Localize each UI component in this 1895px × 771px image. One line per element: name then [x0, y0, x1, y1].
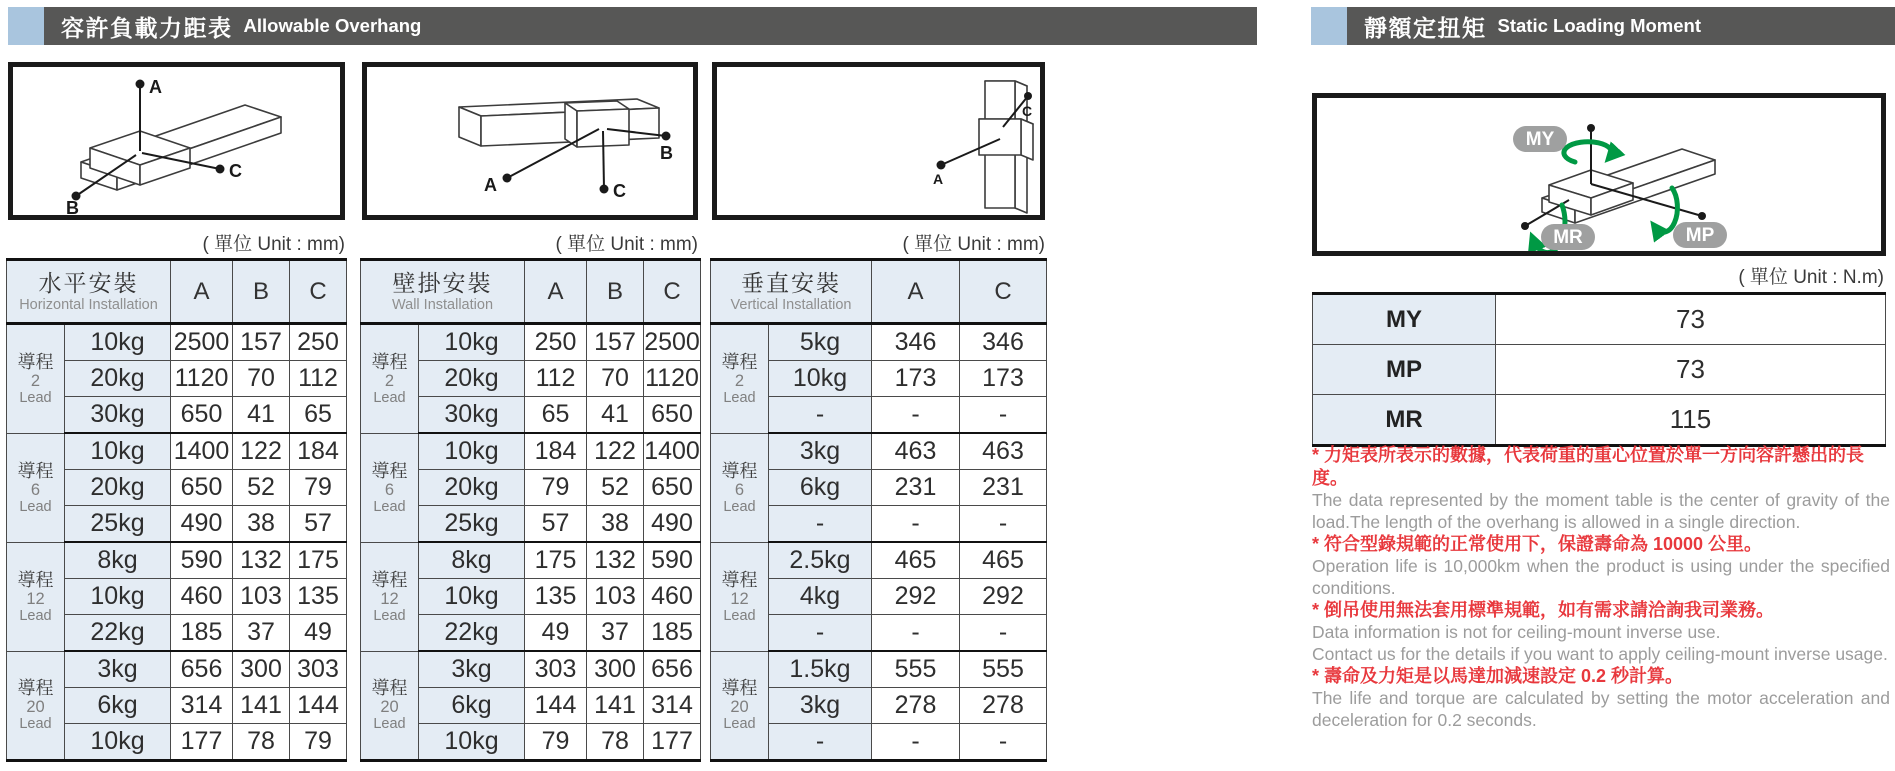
lead-cell: 導程 20 Lead	[361, 651, 419, 761]
moment-badge-mr: MR	[1553, 227, 1583, 248]
moment-section-header	[1311, 7, 1895, 45]
load-cell: 8kg	[419, 542, 525, 579]
value-cell: -	[872, 615, 960, 652]
load-cell: 10kg	[65, 324, 171, 361]
value-cell: 278	[872, 688, 960, 724]
axis-label-c: C	[613, 181, 626, 201]
vertical-install-diagram	[717, 67, 1040, 215]
value-cell: 650	[644, 397, 701, 434]
value-cell: 2500	[644, 324, 701, 361]
value-cell: 185	[644, 615, 701, 652]
table-row	[1313, 345, 1886, 395]
value-cell: 175	[290, 542, 347, 579]
value-cell: 173	[960, 361, 1047, 397]
value-cell: 1400	[644, 433, 701, 470]
value-cell: 49	[290, 615, 347, 652]
value-cell: 231	[872, 470, 960, 506]
value-cell: 590	[644, 542, 701, 579]
load-cell: 10kg	[769, 361, 872, 397]
value-cell: 314	[171, 688, 233, 724]
value-cell: 157	[587, 324, 644, 361]
section-title-zh: 容許負載力距表	[61, 14, 233, 41]
value-cell: 144	[290, 688, 347, 724]
value-cell: 65	[290, 397, 347, 434]
value-cell: 65	[525, 397, 587, 434]
value-cell: 463	[960, 433, 1047, 470]
table-row	[7, 651, 347, 688]
table-header-row	[711, 260, 1047, 324]
value-cell: 555	[872, 651, 960, 688]
load-cell: 10kg	[419, 433, 525, 470]
value-cell: 135	[525, 579, 587, 615]
wall-install-diagram	[367, 67, 693, 215]
value-cell: 184	[525, 433, 587, 470]
table-title: 水平安裝 Horizontal Installation	[7, 260, 171, 324]
footnote-en: The data represented by the moment table is the center of gravity of the load.The length of the overhang is allowed in a single direction.	[1312, 490, 1890, 532]
lead-cell: 導程 6 Lead	[711, 433, 769, 542]
value-cell: 122	[587, 433, 644, 470]
load-cell: 4kg	[769, 579, 872, 615]
table-row	[361, 542, 701, 579]
load-cell: 1.5kg	[769, 651, 872, 688]
value-cell: -	[960, 397, 1047, 434]
vertical-install-table-slot	[710, 258, 1046, 762]
table-row	[7, 324, 347, 361]
moment-diagram-box	[1312, 93, 1886, 256]
value-cell: 132	[233, 542, 290, 579]
value-cell: 460	[644, 579, 701, 615]
overhang-table	[360, 258, 701, 762]
lead-cell: 導程 6 Lead	[361, 433, 419, 542]
load-cell: -	[769, 506, 872, 543]
table-title: 壁掛安裝 Wall Installation	[361, 260, 525, 324]
footnote-en: The life and torque are calculated by setting the motor acceleration and deceleration for 0.2 seconds.	[1312, 688, 1890, 730]
value-cell: 144	[525, 688, 587, 724]
value-cell: 41	[233, 397, 290, 434]
horizontal-install-diagram-box	[8, 62, 345, 220]
value-cell: 656	[171, 651, 233, 688]
load-cell: -	[769, 724, 872, 761]
unit-label-mm: ( 單位 Unit : mm)	[555, 234, 698, 255]
lead-cell: 導程 12 Lead	[7, 542, 65, 651]
value-cell: 141	[233, 688, 290, 724]
value-cell: 1120	[644, 361, 701, 397]
load-cell: 10kg	[65, 724, 171, 761]
overhang-table	[6, 258, 347, 762]
axis-label-c: C	[229, 161, 242, 181]
value-cell: 278	[960, 688, 1047, 724]
column-header: B	[587, 260, 644, 324]
table-row	[711, 433, 1047, 470]
table-row	[711, 651, 1047, 688]
value-cell: 650	[171, 470, 233, 506]
value-cell: 314	[644, 688, 701, 724]
value-cell: 346	[872, 324, 960, 361]
section-title-en: Static Loading Moment	[1497, 15, 1701, 36]
value-cell: 346	[960, 324, 1047, 361]
value-cell: 79	[290, 470, 347, 506]
value-cell: 292	[872, 579, 960, 615]
load-cell: 20kg	[419, 470, 525, 506]
moment-value: 73	[1496, 294, 1886, 345]
load-cell: 30kg	[65, 397, 171, 434]
load-cell: 10kg	[419, 724, 525, 761]
value-cell: 2500	[171, 324, 233, 361]
moment-label: MR	[1313, 395, 1496, 446]
value-cell: 70	[233, 361, 290, 397]
table-row	[711, 542, 1047, 579]
value-cell: 490	[644, 506, 701, 543]
lead-cell: 導程 20 Lead	[7, 651, 65, 761]
footnote-en: Operation life is 10,000km when the product is using under the specified conditions.	[1312, 556, 1890, 598]
table-row	[7, 433, 347, 470]
footnote-en: Contact us for the details if you want to apply ceiling-mount inverse usage.	[1312, 643, 1888, 664]
value-cell: 303	[525, 651, 587, 688]
axis-label-a: A	[149, 77, 162, 97]
value-cell: 122	[233, 433, 290, 470]
unit-label-nm: ( 單位 Unit : N.m)	[1738, 267, 1884, 288]
load-cell: 25kg	[65, 506, 171, 543]
overhang-table	[710, 258, 1047, 762]
value-cell: 38	[233, 506, 290, 543]
load-cell: 20kg	[419, 361, 525, 397]
value-cell: -	[872, 506, 960, 543]
load-cell: 3kg	[769, 688, 872, 724]
axis-label-b: B	[660, 143, 673, 163]
table-header-row	[361, 260, 701, 324]
load-cell: 2.5kg	[769, 542, 872, 579]
load-cell: 6kg	[419, 688, 525, 724]
value-cell: 141	[587, 688, 644, 724]
load-cell: 25kg	[419, 506, 525, 543]
moment-diagram	[1317, 98, 1881, 251]
value-cell: 250	[290, 324, 347, 361]
moment-label: MP	[1313, 345, 1496, 395]
table-row	[361, 324, 701, 361]
load-cell: 20kg	[65, 470, 171, 506]
load-cell: -	[769, 397, 872, 434]
unit-label-mm: ( 單位 Unit : mm)	[902, 234, 1045, 255]
load-cell: 6kg	[769, 470, 872, 506]
load-cell: 10kg	[419, 324, 525, 361]
value-cell: -	[872, 397, 960, 434]
axis-label-b: B	[66, 198, 79, 215]
column-header: C	[960, 260, 1047, 324]
footnote-zh: * 壽命及力矩是以馬達加減速設定 0.2 秒計算。	[1312, 666, 1684, 686]
lead-cell: 導程 12 Lead	[711, 542, 769, 651]
horizontal-install-table-slot	[6, 258, 346, 762]
value-cell: -	[960, 615, 1047, 652]
column-header: C	[290, 260, 347, 324]
column-header: A	[171, 260, 233, 324]
load-cell: 3kg	[65, 651, 171, 688]
value-cell: 79	[525, 724, 587, 761]
value-cell: 78	[233, 724, 290, 761]
value-cell: 112	[525, 361, 587, 397]
section-title-zh: 靜額定扭矩	[1364, 14, 1487, 41]
lead-cell: 導程 12 Lead	[361, 542, 419, 651]
moment-badge-mp: MP	[1685, 225, 1715, 246]
column-header: C	[644, 260, 701, 324]
table-header-row	[7, 260, 347, 324]
footnote-en: Data information is not for ceiling-mount inverse use.	[1312, 622, 1721, 642]
footnote-zh: * 倒吊使用無法套用標準規範，如有需求請洽詢我司業務。	[1312, 600, 1775, 620]
value-cell: 41	[587, 397, 644, 434]
load-cell: 5kg	[769, 324, 872, 361]
lead-cell: 導程 2 Lead	[361, 324, 419, 434]
load-cell: 30kg	[419, 397, 525, 434]
value-cell: -	[960, 724, 1047, 761]
value-cell: 463	[872, 433, 960, 470]
lead-cell: 導程 2 Lead	[711, 324, 769, 434]
table-title: 垂直安裝 Vertical Installation	[711, 260, 872, 324]
table-row	[1313, 294, 1886, 345]
header-bar	[1347, 7, 1895, 45]
table-row	[7, 542, 347, 579]
value-cell: 250	[525, 324, 587, 361]
value-cell: 112	[290, 361, 347, 397]
column-header: B	[233, 260, 290, 324]
value-cell: -	[872, 724, 960, 761]
load-cell: 10kg	[419, 579, 525, 615]
value-cell: 1400	[171, 433, 233, 470]
table-row	[711, 324, 1047, 361]
load-cell: 6kg	[65, 688, 171, 724]
moment-value: 115	[1496, 395, 1886, 446]
value-cell: 103	[233, 579, 290, 615]
value-cell: 490	[171, 506, 233, 543]
lead-cell: 導程 6 Lead	[7, 433, 65, 542]
horizontal-install-diagram	[13, 67, 340, 215]
value-cell: 650	[171, 397, 233, 434]
column-header: A	[525, 260, 587, 324]
moment-value: 73	[1496, 345, 1886, 395]
moment-label: MY	[1313, 294, 1496, 345]
value-cell: 184	[290, 433, 347, 470]
load-cell: 22kg	[419, 615, 525, 652]
value-cell: 57	[290, 506, 347, 543]
value-cell: 70	[587, 361, 644, 397]
value-cell: 79	[525, 470, 587, 506]
footnote-zh: * 符合型錄規範的正常使用下，保證壽命為 10000 公里。	[1312, 534, 1763, 554]
value-cell: 590	[171, 542, 233, 579]
footnote-zh: * 力矩表所表示的數據，代表荷重的重心位置於單一方向容許懸出的長度。	[1312, 445, 1865, 488]
value-cell: 177	[644, 724, 701, 761]
axis-label-a: A	[933, 171, 944, 187]
value-cell: 1120	[171, 361, 233, 397]
value-cell: 37	[233, 615, 290, 652]
load-cell: 3kg	[419, 651, 525, 688]
value-cell: 103	[587, 579, 644, 615]
axis-label-a: A	[484, 175, 497, 195]
load-cell: -	[769, 615, 872, 652]
value-cell: 177	[171, 724, 233, 761]
value-cell: 465	[960, 542, 1047, 579]
value-cell: 231	[960, 470, 1047, 506]
wall-install-diagram-box	[362, 62, 698, 220]
value-cell: 292	[960, 579, 1047, 615]
value-cell: 465	[872, 542, 960, 579]
table-row	[361, 433, 701, 470]
value-cell: -	[960, 506, 1047, 543]
value-cell: 173	[872, 361, 960, 397]
value-cell: 175	[525, 542, 587, 579]
value-cell: 49	[525, 615, 587, 652]
axis-label-c: C	[1022, 103, 1033, 119]
load-cell: 22kg	[65, 615, 171, 652]
value-cell: 157	[233, 324, 290, 361]
column-header: A	[872, 260, 960, 324]
header-accent-square	[1311, 7, 1347, 45]
lead-cell: 導程 20 Lead	[711, 651, 769, 761]
load-cell: 10kg	[65, 579, 171, 615]
load-cell: 10kg	[65, 433, 171, 470]
load-cell: 20kg	[65, 361, 171, 397]
value-cell: 555	[960, 651, 1047, 688]
load-cell: 8kg	[65, 542, 171, 579]
value-cell: 656	[644, 651, 701, 688]
value-cell: 37	[587, 615, 644, 652]
load-cell: 3kg	[769, 433, 872, 470]
value-cell: 38	[587, 506, 644, 543]
value-cell: 79	[290, 724, 347, 761]
value-cell: 303	[290, 651, 347, 688]
moment-badge-my: MY	[1525, 129, 1555, 150]
value-cell: 300	[587, 651, 644, 688]
value-cell: 185	[171, 615, 233, 652]
section-title-en: Allowable Overhang	[243, 15, 422, 36]
table-row	[1313, 395, 1886, 446]
table-row	[361, 651, 701, 688]
value-cell: 300	[233, 651, 290, 688]
value-cell: 57	[525, 506, 587, 543]
vertical-install-diagram-box	[712, 62, 1045, 220]
value-cell: 78	[587, 724, 644, 761]
value-cell: 460	[171, 579, 233, 615]
wall-install-table-slot	[360, 258, 700, 762]
moment-table	[1312, 292, 1886, 447]
unit-label-mm: ( 單位 Unit : mm)	[202, 234, 345, 255]
footnotes	[1312, 444, 1890, 731]
overhang-section-header	[8, 7, 1257, 45]
value-cell: 132	[587, 542, 644, 579]
value-cell: 135	[290, 579, 347, 615]
value-cell: 52	[233, 470, 290, 506]
value-cell: 52	[587, 470, 644, 506]
header-bar	[44, 7, 1257, 45]
lead-cell: 導程 2 Lead	[7, 324, 65, 434]
value-cell: 650	[644, 470, 701, 506]
header-accent-square	[8, 7, 44, 45]
